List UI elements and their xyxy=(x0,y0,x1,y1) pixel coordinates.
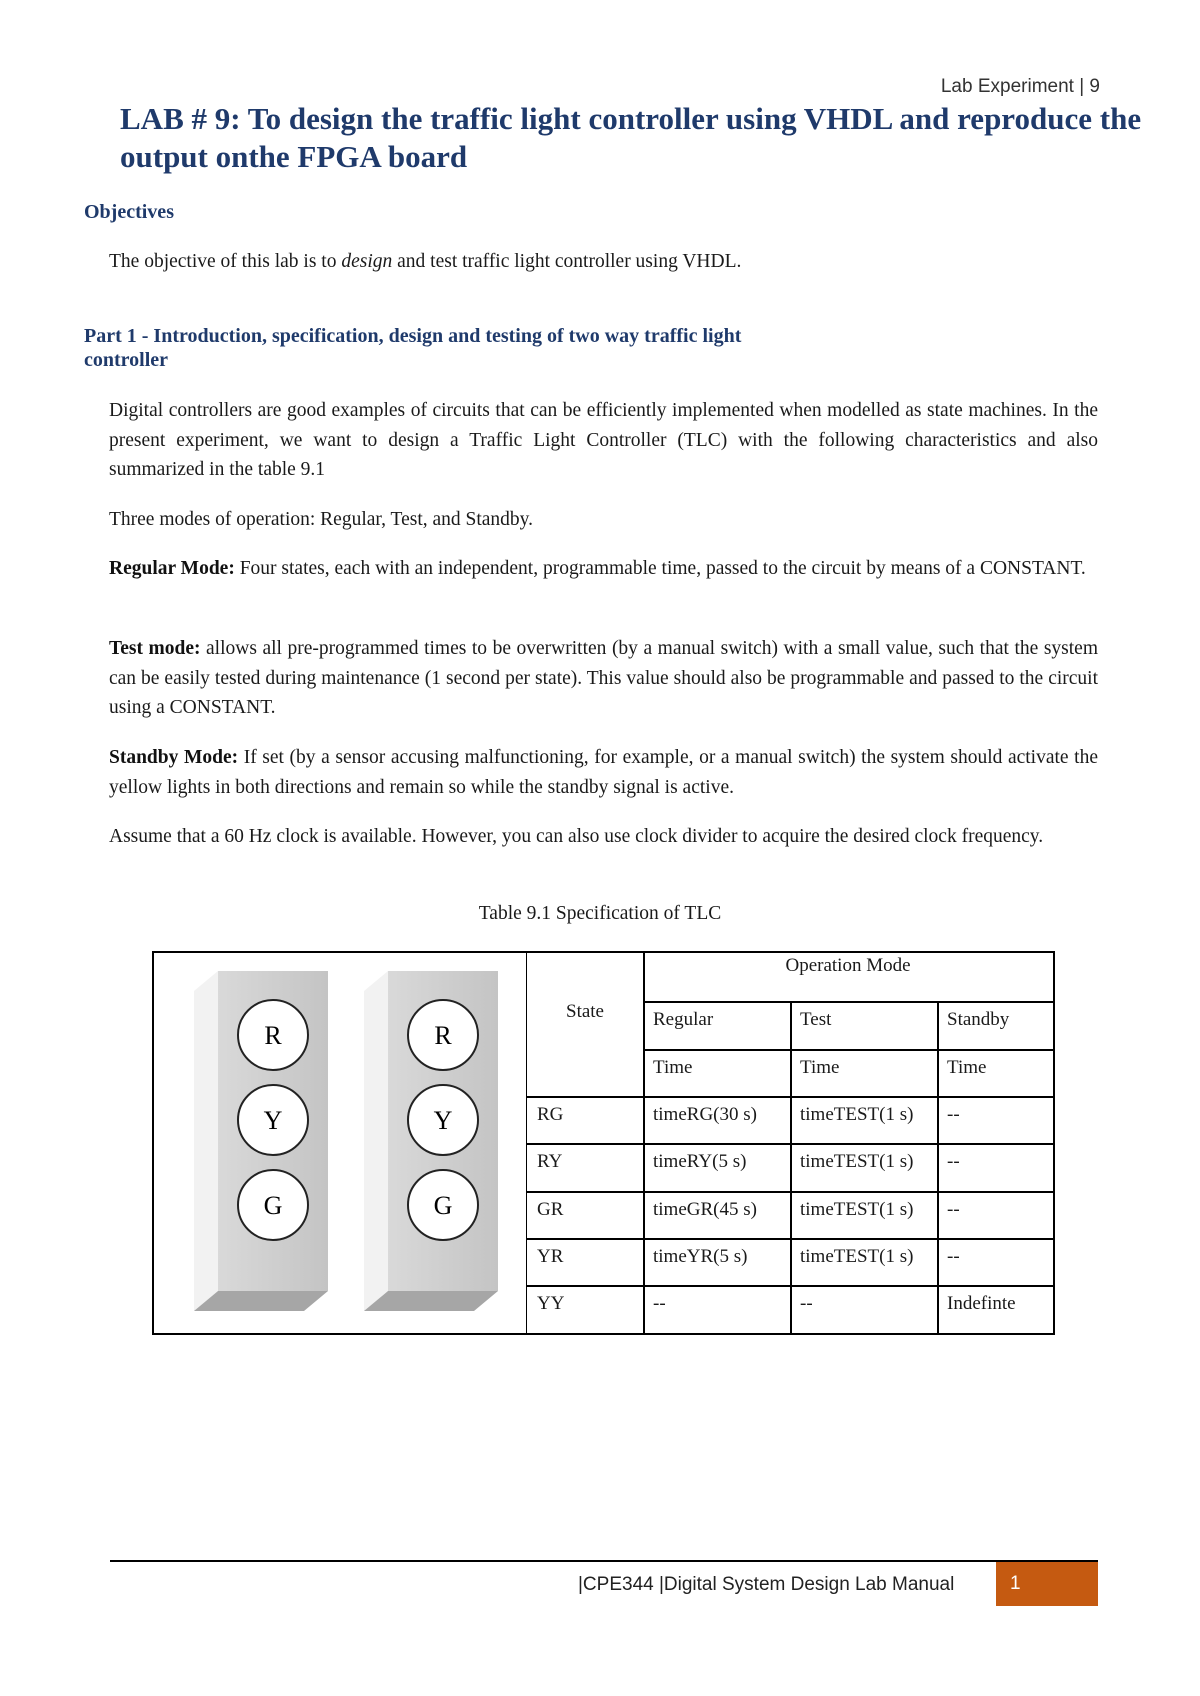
standby-time-cell: -- xyxy=(947,1199,960,1220)
state-cell-yy: YY xyxy=(537,1293,565,1314)
state-cell-ry: RY xyxy=(537,1151,563,1172)
traffic-light-left-side xyxy=(194,971,218,1311)
regular-time-cell: -- xyxy=(653,1293,666,1314)
page-title: LAB # 9: To design the traffic light controller using VHDL and reproduce the output onthe FPGA board xyxy=(120,101,1142,174)
traffic-light-left xyxy=(194,971,328,1311)
green-lamp-right-label: G xyxy=(433,1191,453,1220)
table-caption: Table 9.1 Specification of TLC xyxy=(478,903,722,924)
objectives-heading: Objectives xyxy=(84,201,174,223)
traffic-light-right xyxy=(364,971,498,1311)
state-header: State xyxy=(566,1001,604,1022)
footer-divider xyxy=(110,1560,1098,1562)
state-cell-gr: GR xyxy=(537,1199,564,1220)
spec-grid xyxy=(527,953,1053,1333)
standby-time-cell: -- xyxy=(947,1246,960,1267)
test-time-cell: timeTEST(1 s) xyxy=(800,1151,914,1172)
regular-time-cell: timeRG(30 s) xyxy=(653,1104,757,1125)
test-time-cell: timeTEST(1 s) xyxy=(800,1246,914,1267)
regular-time-cell: timeYR(5 s) xyxy=(653,1246,748,1267)
test-time-cell: timeTEST(1 s) xyxy=(800,1199,914,1220)
clock-paragraph: Assume that a 60 Hz clock is available. However, you can also use clock divider to acquire the desired clock frequency. xyxy=(109,826,1044,847)
operation-mode-header: Operation Mode xyxy=(785,955,911,976)
test-time-cell: timeTEST(1 s) xyxy=(800,1104,914,1125)
standby-time-cell: -- xyxy=(947,1104,960,1125)
regular-time-cell: timeGR(45 s) xyxy=(653,1199,757,1220)
regular-time-cell: timeRY(5 s) xyxy=(653,1151,747,1172)
test-time-subheader: Time xyxy=(800,1057,840,1078)
green-lamp-left-label: G xyxy=(263,1191,283,1220)
tlc-spec-table xyxy=(152,951,1055,1335)
state-cell-rg: RG xyxy=(537,1104,564,1125)
regular-mode-paragraph: Regular Mode: Four states, each with an independent, programmable time, passed to the circuit by means of a CONSTANT. xyxy=(109,558,1086,579)
regular-time-subheader: Time xyxy=(653,1057,693,1078)
part1-heading: Part 1 - Introduction, specification, design and testing of two way traffic light controller xyxy=(84,325,742,371)
red-lamp-right-label: R xyxy=(434,1021,452,1050)
regular-column-header: Regular xyxy=(653,1009,714,1030)
objectives-text: The objective of this lab is to design and test traffic light controller using VHDL. xyxy=(109,251,742,272)
state-cell-yr: YR xyxy=(537,1246,564,1267)
modes-paragraph: Three modes of operation: Regular, Test, and Standby. xyxy=(109,509,534,530)
yellow-lamp-right-label: Y xyxy=(433,1106,453,1135)
footer-text: |CPE344 |Digital System Design Lab Manual xyxy=(578,1574,955,1595)
traffic-lights-illustration xyxy=(154,953,527,1333)
standby-mode-paragraph: Standby Mode: If set (by a sensor accusing malfunctioning, for example, or a manual switch) the system should activate the yellow lights in both directions and remain so while the standby signal is active. xyxy=(109,747,1098,798)
standby-time-cell: -- xyxy=(947,1151,960,1172)
test-mode-paragraph: Test mode: allows all pre-programmed times to be overwritten (by a manual switch) with a small value, such that the system can be easily tested during maintenance (1 second per state). This value should also be programmable and passed to the circuit using a CONSTANT. xyxy=(109,638,1098,718)
page-number: 1 xyxy=(996,1562,1098,1606)
traffic-light-right-side xyxy=(364,971,388,1311)
running-header: Lab Experiment | 9 xyxy=(940,76,1100,97)
test-time-cell: -- xyxy=(800,1293,813,1314)
intro-paragraph: Digital controllers are good examples of circuits that can be efficiently implemented when modelled as state machines. In the present experiment, we want to design a Traffic Light Controller (TLC) with the following characteristics and also summarized in the table 9.1 xyxy=(109,400,1098,480)
yellow-lamp-left-label: Y xyxy=(263,1106,283,1135)
traffic-lights-svg xyxy=(154,953,526,1333)
standby-column-header: Standby xyxy=(947,1009,1010,1030)
test-column-header: Test xyxy=(800,1009,832,1030)
standby-time-cell: Indefinte xyxy=(947,1293,1016,1314)
standby-time-subheader: Time xyxy=(947,1057,987,1078)
red-lamp-left-label: R xyxy=(264,1021,282,1050)
